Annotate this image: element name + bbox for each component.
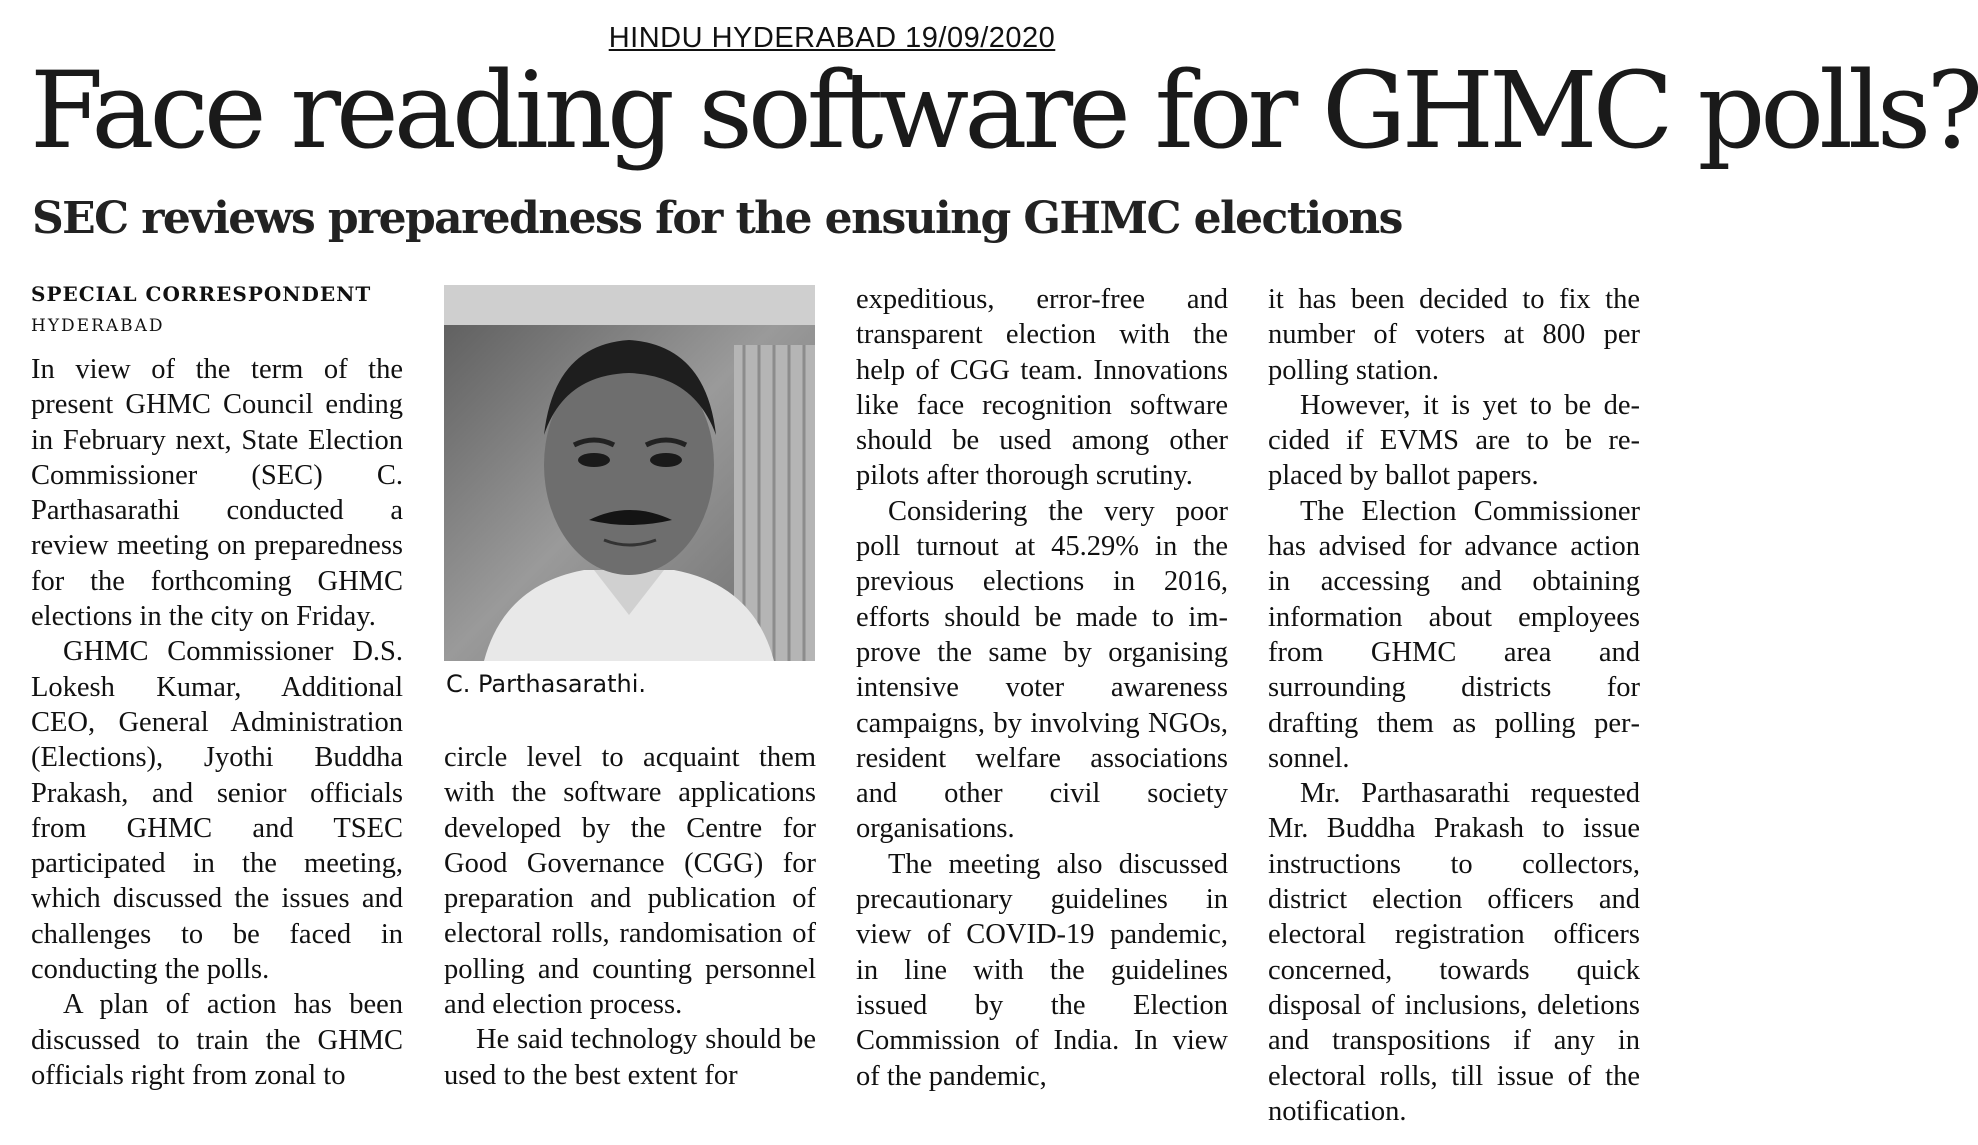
paragraph: GHMC Commissioner D.S. Lokesh Kumar, Additional CEO, General Administration (Elections), Jyothi Buddha Prakash, and senior officials from GHMC and TSEC participated in the meeting, which discussed the issues and challenges to be faced in conducting the polls. — [31, 636, 403, 986]
paragraph: He said technology should be used to the best extent for — [444, 1024, 816, 1091]
article-column-3 — [856, 282, 1228, 1132]
paragraph: The meeting also discussed precautionary guidelines in view of COVID-19 pandemic, in line with the guidelines issued by the Election Commission of India. In view of the pandemic, — [856, 848, 1228, 1092]
article-column-2 — [444, 740, 816, 1132]
paragraph: circle level to acquaint them with the software applications developed by the Centre for Good Governance (CGG) for preparation and publication of electoral rolls, randomisation of polling and counting personnel and election process. — [444, 742, 816, 1021]
paragraph: it has been decided to fix the number of voters at 800 per polling station. — [1268, 284, 1640, 386]
subheadline: SEC reviews preparedness for the ensuing GHMC elections — [32, 193, 1402, 244]
paragraph: expeditious, error-free and transparent election with the help of CGG team. Innovations like face recognition software should be used among other pilots after thorough scrutiny. — [856, 284, 1228, 492]
paragraph: The Election Commissioner has advised for advance action in accessing and obtaining information about employees from GHMC area and surrounding districts for drafting them as polling personnel. — [1268, 495, 1640, 774]
article-column-4 — [1268, 282, 1640, 1132]
paragraph: Considering the very poor poll turnout at 45.29% in the previous elections in 2016, efforts should be made to improve the same by organising intensive voter awareness campaigns, by involving NGOs, resident welfare associations and other civil society organisations. — [856, 495, 1228, 845]
article-column-1 — [31, 352, 403, 1132]
photo-caption: C. Parthasarathi. — [446, 670, 647, 698]
source-line: HINDU HYDERABAD 19/09/2020 — [608, 22, 1056, 54]
headline: Face reading software for GHMC polls? — [30, 49, 1978, 172]
portrait-photo — [444, 285, 815, 661]
paragraph: In view of the term of the present GHMC Council ending in February next, State Election Commissioner (SEC) C. Parthasarathi conducted a review meeting on preparedness for the forthcoming GHMC elections in the city on Friday. — [31, 354, 403, 633]
dateline: HYDERABAD — [31, 316, 165, 336]
paragraph: A plan of action has been discussed to train the GHMC officials right from zonal to — [31, 989, 403, 1091]
byline: SPECIAL CORRESPONDENT — [31, 282, 372, 306]
paragraph: Mr. Parthasarathi requested Mr. Buddha Prakash to issue instructions to collectors, district election officers and electoral registration officers concerned, towards quick disposal of inclusions, deletions and transpositions if any in electoral rolls, till issue of the notification. — [1268, 778, 1640, 1127]
paragraph: However, it is yet to be decided if EVMS are to be replaced by ballot papers. — [1268, 389, 1640, 492]
